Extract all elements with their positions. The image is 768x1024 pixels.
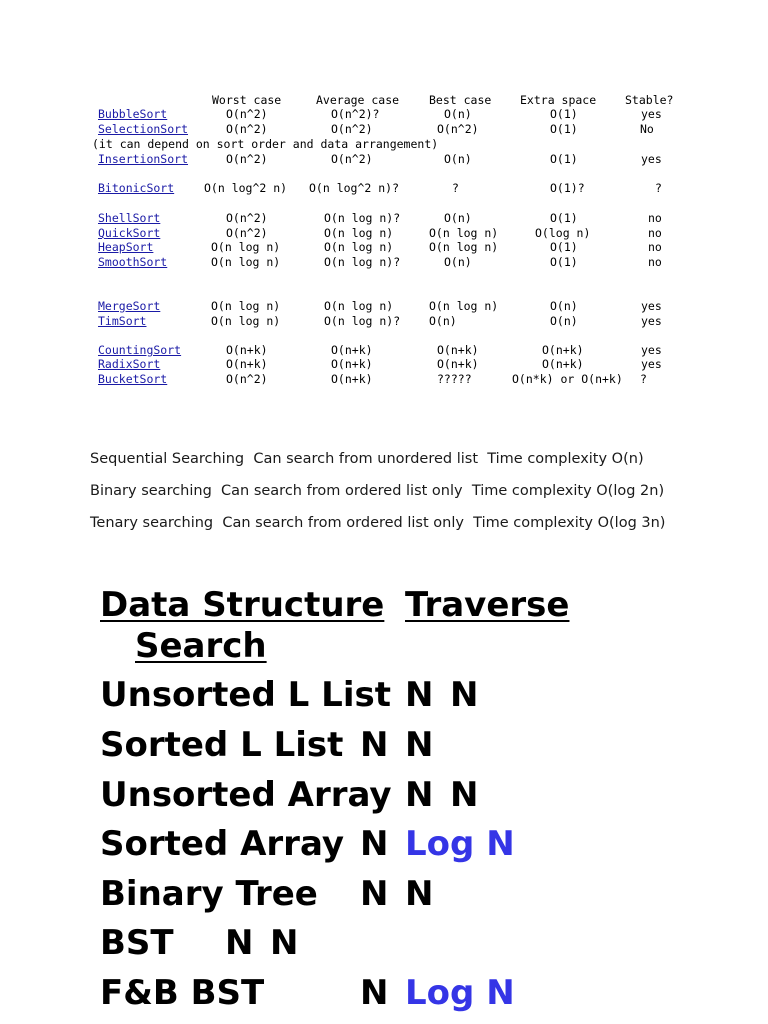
sort-link-bubblesort[interactable]: BubbleSort <box>98 107 168 121</box>
sort-link-mergesort[interactable]: MergeSort <box>98 299 161 313</box>
ds-row-search: N <box>450 775 479 815</box>
ds-row-structure: Binary Tree <box>100 874 318 914</box>
sort-link-smoothsort[interactable]: SmoothSort <box>98 255 168 269</box>
table-cell: O(1)? <box>550 181 585 195</box>
table-cell: O(n log n)? <box>324 255 401 269</box>
table-cell: O(n+k) <box>542 343 584 357</box>
ds-header-structure: Data Structure <box>100 585 385 625</box>
table-cell: O(n log^2 n) <box>204 181 288 195</box>
sort-link-quicksort[interactable]: QuickSort <box>98 226 161 240</box>
table-cell: O(n^2) <box>226 122 268 136</box>
table-cell: O(n log n) <box>211 314 281 328</box>
ds-row-structure: BST <box>100 923 174 963</box>
table-note: (it can depend on sort order and data arrangement) <box>92 137 439 151</box>
sorting-complexity-table <box>0 0 768 400</box>
table-cell: O(1) <box>550 152 578 166</box>
sort-link-shellsort[interactable]: ShellSort <box>98 211 161 225</box>
ds-row-search: N <box>405 874 434 914</box>
table-cell: O(1) <box>550 107 578 121</box>
table-cell: O(n+k) <box>331 372 373 386</box>
sort-link-radixsort[interactable]: RadixSort <box>98 357 161 371</box>
table-cell: no <box>648 255 662 269</box>
table-cell: O(n log n) <box>211 240 281 254</box>
ds-header-search: Search <box>135 626 267 666</box>
table-cell: No <box>640 122 654 136</box>
table-cell: O(1) <box>550 240 578 254</box>
table-cell: yes <box>641 152 662 166</box>
table-cell: O(n^2) <box>226 372 268 386</box>
table-cell: O(n) <box>444 211 472 225</box>
header-extra-space: Extra space <box>520 93 597 107</box>
sort-link-heapsort[interactable]: HeapSort <box>98 240 154 254</box>
table-cell: O(n log n) <box>211 255 281 269</box>
table-cell: O(n log n) <box>429 240 499 254</box>
table-cell: O(n^2) <box>226 107 268 121</box>
table-cell: ? <box>655 181 662 195</box>
table-cell: O(n^2) <box>226 226 268 240</box>
table-cell: ? <box>452 181 459 195</box>
table-cell: no <box>648 240 662 254</box>
table-cell: O(n log n) <box>324 240 394 254</box>
ds-row-traverse: N <box>405 675 434 715</box>
table-cell: O(n^2) <box>226 152 268 166</box>
table-cell: O(n^2)? <box>331 107 380 121</box>
table-cell: O(n) <box>550 314 578 328</box>
table-cell: O(n+k) <box>542 357 584 371</box>
header-best-case: Best case <box>429 93 492 107</box>
table-cell: O(n log^2 n)? <box>309 181 400 195</box>
table-cell: O(n+k) <box>226 343 268 357</box>
ds-row-structure: Unsorted L List <box>100 675 391 715</box>
ds-row-search: Log N <box>405 973 515 1013</box>
table-cell: O(n log n) <box>429 226 499 240</box>
ds-row-structure: Sorted L List <box>100 725 344 765</box>
searching-notes <box>90 449 665 545</box>
table-cell: O(n) <box>444 107 472 121</box>
table-cell: O(n*k) or O(n+k) <box>512 372 623 386</box>
ds-row-search: N <box>405 725 434 765</box>
ds-row-search: N <box>270 923 299 963</box>
table-cell: yes <box>641 299 662 313</box>
ds-row-search: Log N <box>405 824 515 864</box>
ds-row-traverse: N <box>360 725 389 765</box>
table-cell: ? <box>640 372 647 386</box>
table-cell: O(n log n) <box>324 226 394 240</box>
ds-row-traverse: N <box>405 775 434 815</box>
search-line-binary: Binary searching Can search from ordered list only Time complexity O(log 2n) <box>90 483 665 499</box>
table-cell: O(n log n) <box>211 299 281 313</box>
sort-link-timsort[interactable]: TimSort <box>98 314 147 328</box>
ds-header-traverse: Traverse <box>405 585 570 625</box>
table-cell: no <box>648 226 662 240</box>
table-cell: O(n log n)? <box>324 314 401 328</box>
table-cell: O(n+k) <box>331 343 373 357</box>
table-cell: O(1) <box>550 211 578 225</box>
ds-row-structure: F&B BST <box>100 973 265 1013</box>
table-cell: O(1) <box>550 255 578 269</box>
table-cell: O(n) <box>550 299 578 313</box>
table-cell: O(n+k) <box>437 343 479 357</box>
table-cell: O(n) <box>444 255 472 269</box>
table-cell: O(n+k) <box>226 357 268 371</box>
table-cell: no <box>648 211 662 225</box>
header-average-case: Average case <box>316 93 400 107</box>
ds-row-traverse: N <box>360 824 389 864</box>
table-cell: O(n^2) <box>437 122 479 136</box>
ds-row-structure: Sorted Array <box>100 824 345 864</box>
table-cell: O(n) <box>444 152 472 166</box>
table-cell: yes <box>641 107 662 121</box>
ds-row-traverse: N <box>225 923 254 963</box>
sort-link-countingsort[interactable]: CountingSort <box>98 343 182 357</box>
table-cell: O(n+k) <box>437 357 479 371</box>
search-line-ternary: Tenary searching Can search from ordered list only Time complexity O(log 3n) <box>90 515 666 531</box>
ds-row-traverse: N <box>360 973 389 1013</box>
header-stable: Stable? <box>625 93 674 107</box>
ds-row-structure: Unsorted Array <box>100 775 392 815</box>
table-cell: O(n+k) <box>331 357 373 371</box>
sort-link-selectionsort[interactable]: SelectionSort <box>98 122 189 136</box>
table-cell: yes <box>641 357 662 371</box>
sort-link-insertionsort[interactable]: InsertionSort <box>98 152 189 166</box>
table-cell: O(n) <box>429 314 457 328</box>
ds-row-search: N <box>450 675 479 715</box>
table-cell: ????? <box>437 372 472 386</box>
table-cell: O(n^2) <box>331 122 373 136</box>
table-cell: O(log n) <box>535 226 591 240</box>
ds-row-traverse: N <box>360 874 389 914</box>
table-cell: O(n^2) <box>226 211 268 225</box>
sort-link-bucketsort[interactable]: BucketSort <box>98 372 168 386</box>
table-cell: O(n log n) <box>324 299 394 313</box>
table-cell: yes <box>641 343 662 357</box>
table-cell: O(n^2) <box>331 152 373 166</box>
sort-link-bitonicsort[interactable]: BitonicSort <box>98 181 175 195</box>
table-cell: yes <box>641 314 662 328</box>
table-cell: O(n log n)? <box>324 211 401 225</box>
table-cell: O(1) <box>550 122 578 136</box>
search-line-sequential: Sequential Searching Can search from unordered list Time complexity O(n) <box>90 451 644 467</box>
header-worst-case: Worst case <box>212 93 282 107</box>
table-cell: O(n log n) <box>429 299 499 313</box>
